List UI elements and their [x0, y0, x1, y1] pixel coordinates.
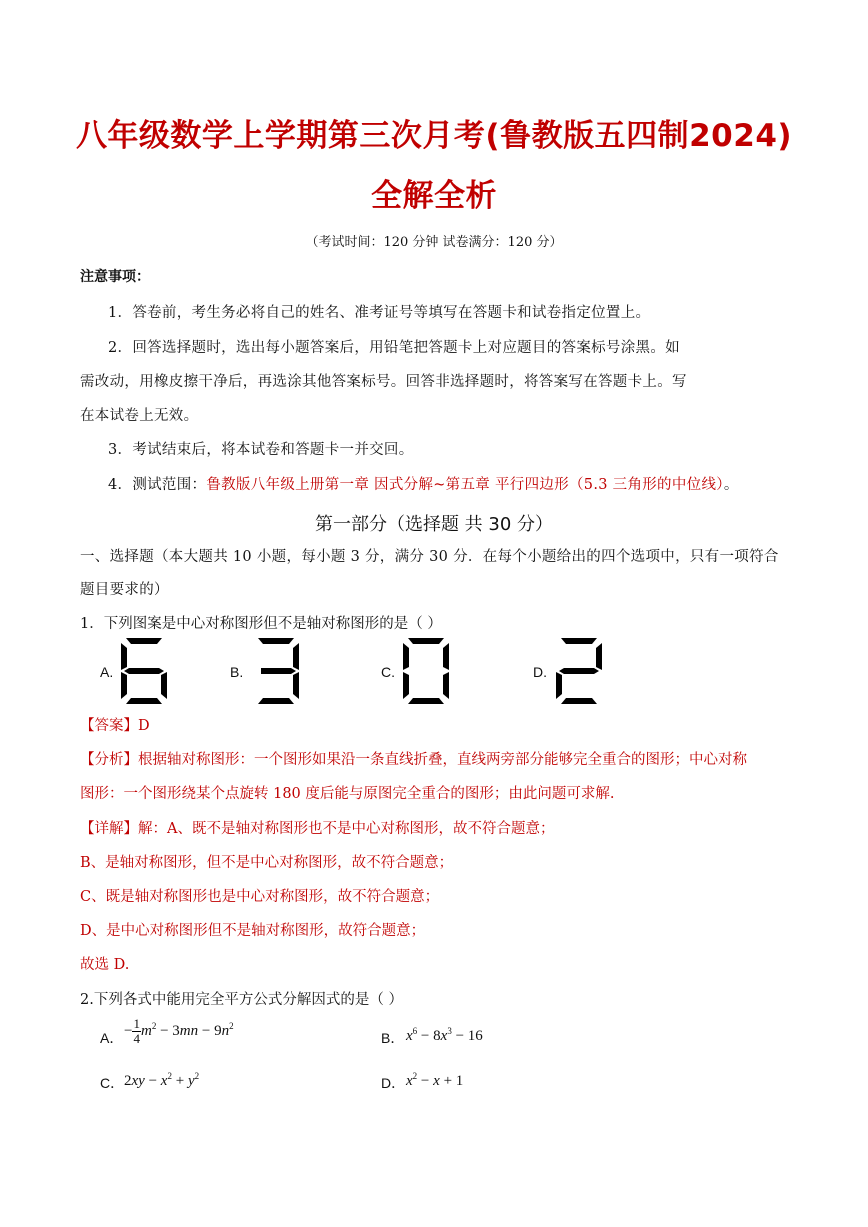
- document-title-line1: 八年级数学上学期第三次月考(鲁教版五四制2024): [75, 118, 793, 154]
- q1-detail-line1: 【详解】解：A、既不是轴对称图形也不是中心对称图形，故不符合题意；: [80, 821, 555, 837]
- q1-analysis-line1: 【分析】根据轴对称图形：一个图形如果沿一条直线折叠，直线两旁部分能够完全重合的图形；中心对称: [80, 752, 747, 768]
- document-title-line2: 全解全析: [371, 178, 497, 214]
- section-title: 第一部分（选择题 共 30 分）: [314, 514, 554, 535]
- q1-option-b-digit-3-icon: [253, 638, 299, 704]
- q1-detail-line3: C、既是轴对称图形也是中心对称图形，故不符合题意；: [80, 889, 440, 905]
- q1-option-b-label: B.: [230, 664, 244, 680]
- q1-option-c-digit-0-icon: [403, 638, 449, 704]
- notice-heading: 注意事项：: [80, 269, 150, 285]
- q2-option-a-fraction-denominator: 4: [133, 1031, 140, 1046]
- q2-option-a-label: A．: [100, 1030, 124, 1046]
- q2-stem: 2.下列各式中能用完全平方公式分解因式的是（ ）: [80, 992, 403, 1008]
- q2-option-b-expression: $x^6 - 8x^3 - 16$: [406, 1026, 483, 1044]
- q1-option-d-label: D.: [533, 664, 547, 680]
- q1-answer: 【答案】D: [80, 718, 150, 734]
- notice-item-4: [108, 473, 739, 494]
- notice-item-4-prefix: 4．测试范围：: [108, 477, 207, 493]
- q1-stem: 1．下列图案是中心对称图形但不是轴对称图形的是（ ）: [80, 616, 442, 632]
- q2-option-d-label: D．: [381, 1075, 406, 1091]
- q2-option-c-label: C．: [100, 1075, 125, 1091]
- q2-option-a-fraction: [132, 1017, 141, 1046]
- q1-detail-line5: 故选 D.: [80, 957, 130, 973]
- notice-item-2-line3: 在本试卷上无效。: [80, 408, 199, 424]
- exam-info: （考试时间：120 分钟 试卷满分：120 分）: [305, 235, 563, 250]
- q1-detail-line2: B、是轴对称图形，但不是中心对称图形，故不符合题意；: [80, 855, 454, 871]
- q1-detail-line4: D、是中心对称图形但不是轴对称图形，故符合题意；: [80, 923, 426, 939]
- q1-option-c-label: C.: [381, 664, 395, 680]
- q1-option-a-digit-6-icon: [121, 638, 167, 704]
- notice-item-4-range: 鲁教版八年级上册第一章 因式分解~第五章 平行四边形（5.3 三角形的中位线）: [206, 477, 724, 493]
- q2-option-d-expression: $x^2 - x + 1$: [406, 1071, 464, 1089]
- section-desc-line1: 一、选择题（本大题共 10 小题，每小题 3 分，满分 30 分．在每个小题给出的四个选项中，只有一项符合: [80, 549, 779, 565]
- notice-item-2-line2: 需改动，用橡皮擦干净后，再选涂其他答案标号。回答非选择题时，将答案写在答题卡上。写: [80, 374, 687, 390]
- q1-analysis-line2: 图形：一个图形绕某个点旋转 180 度后能与原图完全重合的图形；由此问题可求解.: [80, 786, 615, 802]
- q1-option-d-digit-2-icon: [556, 638, 602, 704]
- notice-item-1: 1．答卷前，考生务必将自己的姓名、准考证号等填写在答题卡和试卷指定位置上。: [108, 305, 651, 321]
- notice-item-2-line1: 2．回答选择题时，选出每小题答案后，用铅笔把答题卡上对应题目的答案标号涂黑。如: [108, 340, 680, 356]
- q2-option-a-expression: − $\frac{1}{4}$ $m^2 - 3mn - 9n^2$: [124, 1016, 234, 1046]
- q2-option-a-fraction-numerator: 1: [133, 1016, 140, 1031]
- notice-item-3: 3．考试结束后，将本试卷和答题卡一并交回。: [108, 442, 414, 458]
- q1-option-a-label: A.: [100, 664, 114, 680]
- section-desc-line2: 题目要求的）: [80, 582, 169, 598]
- q2-option-c-expression: $2xy - x^2 + y^2$: [124, 1071, 200, 1089]
- q2-option-b-label: B．: [381, 1030, 405, 1046]
- notice-item-4-suffix: 。: [723, 477, 739, 493]
